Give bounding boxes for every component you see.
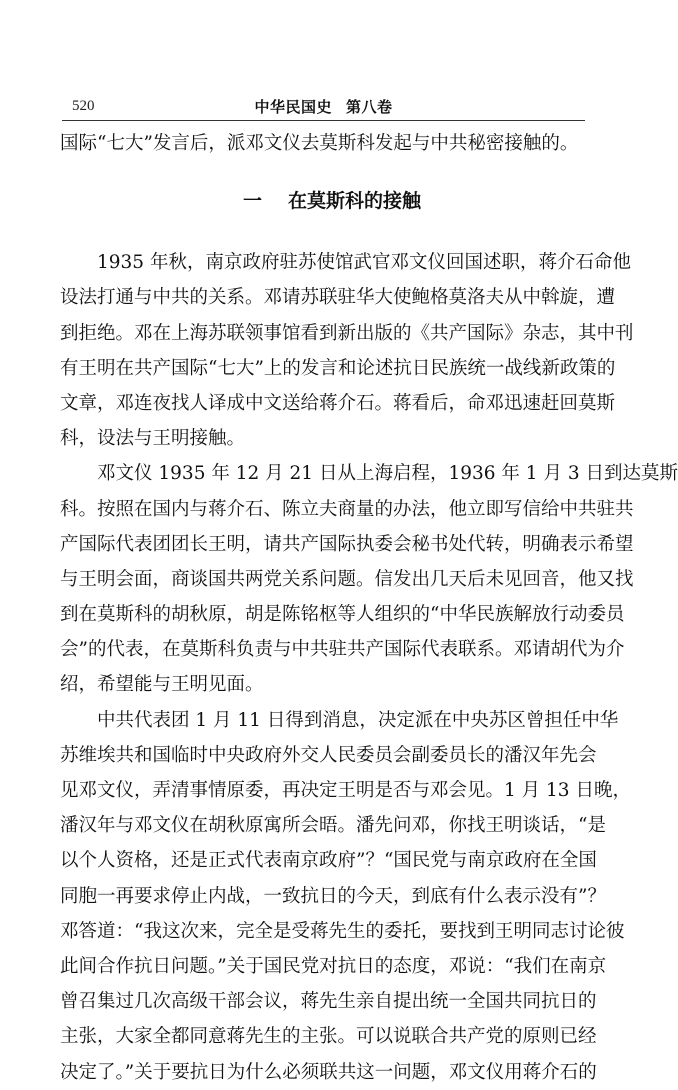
paragraph-line: 潘汉年与邓文仪在胡秋原寓所会晤。潘先问邓，你找王明谈话，“是 xyxy=(60,815,606,837)
paragraph-line: 主张，大家全都同意蒋先生的主张。可以说联合共产党的原则已经 xyxy=(60,1026,597,1048)
paragraph-line: 邓答道：“我这次来，完全是受蒋先生的委托，要找到王明同志讨论彼 xyxy=(60,920,625,942)
paragraph-line: 科。按照在国内与蒋介石、陈立夫商量的办法，他立即写信给中共驻共 xyxy=(60,498,634,520)
paragraph-line: 同胞一再要求停止内战，一致抗日的今天，到底有什么表示没有”？ xyxy=(60,885,606,907)
section-heading xyxy=(60,179,584,223)
continuation-line: 国际“七大”发言后，派邓文仪去莫斯科发起与中共秘密接触的。 xyxy=(60,133,579,154)
section-title: 在莫斯科的接触 xyxy=(288,190,422,213)
paragraph xyxy=(60,456,678,702)
paragraph-line: 苏维埃共和国临时中央政府外交人民委员会副委员长的潘汉年先会 xyxy=(60,744,597,766)
book-title: 中华民国史 xyxy=(254,98,332,116)
section-number: 一 xyxy=(242,190,262,213)
paragraph-line: 此间合作抗日问题。”关于国民党对抗日的态度，邓说：“我们在南京 xyxy=(60,955,607,977)
paragraph-line: 决定了。”关于要抗日为什么必须联共这一问题，邓文仪用蒋介石的 xyxy=(60,1061,597,1083)
paragraph-line: 绍，希望能与王明见面。 xyxy=(60,674,264,696)
paragraph-line: 会”的代表，在莫斯科负责与中共驻共产国际代表联系。邓请胡代为介 xyxy=(60,639,625,661)
paragraph-line: 设法打通与中共的关系。邓请苏联驻华大使鲍格莫洛夫从中斡旋，遭 xyxy=(60,287,616,309)
volume-label: 第八卷 xyxy=(346,98,393,116)
paragraph-line: 曾召集过几次高级干部会议，蒋先生亲自提出统一全国共同抗日的 xyxy=(60,991,597,1013)
paragraph-line: 中共代表团 1 月 11 日得到消息，决定派在中央苏区曾担任中华 xyxy=(97,709,619,731)
paragraph-line: 邓文仪 1935 年 12 月 21 日从上海启程，1936 年 1 月 3 日到达莫斯 xyxy=(97,463,678,485)
paragraph-line: 科，设法与王明接触。 xyxy=(60,428,246,450)
header-rule xyxy=(62,120,585,121)
paragraph-line: 以个人资格，还是正式代表南京政府”？“国民党与南京政府在全国 xyxy=(60,850,597,872)
paragraph-line: 文章，邓连夜找人译成中文送给蒋介石。蒋看后，命邓迅速赶回莫斯 xyxy=(60,392,616,414)
paragraph-line: 到在莫斯科的胡秋原，胡是陈铭枢等人组织的“中华民族解放行动委员 xyxy=(60,604,625,626)
paragraph-line: 到拒绝。邓在上海苏联领事馆看到新出版的《共产国际》杂志，其中刊 xyxy=(60,322,634,344)
paragraph xyxy=(60,703,631,1090)
header-title xyxy=(62,96,585,117)
running-header xyxy=(62,96,585,118)
paragraph-line: 见邓文仪，弄清事情原委，再决定王明是否与邓会见。1 月 13 日晚， xyxy=(60,780,631,801)
paragraph-line: 有王明在共产国际“七大”上的发言和论述抗日民族统一战线新政策的 xyxy=(60,357,616,379)
paragraph-line: 产国际代表团团长王明，请共产国际执委会秘书处代转，明确表示希望 xyxy=(60,533,634,555)
paragraph xyxy=(60,245,634,456)
paragraph-line: 1935 年秋，南京政府驻苏使馆武官邓文仪回国述职，蒋介石命他 xyxy=(97,252,631,274)
page-number: 520 xyxy=(72,98,95,114)
paragraph-line: 与王明会面，商谈国共两党关系问题。信发出几天后未见回音，他又找 xyxy=(60,568,634,590)
body-text xyxy=(60,126,678,1090)
